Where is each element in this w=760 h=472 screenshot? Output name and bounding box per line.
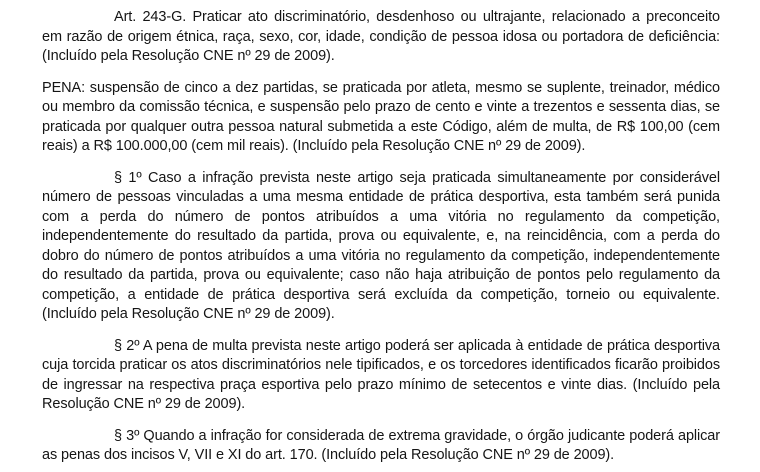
paragraph-section-3: § 3º Quando a infração for considerada de extrema gravidade, o órgão judicante poderá aplicar as penas dos incisos V, VII e XI do art. 170. (Incluído pela Resolução CNE nº 29 de 2009).	[42, 427, 720, 463]
paragraph-pena: PENA: suspensão de cinco a dez partidas, se praticada por atleta, mesmo se suplente, treinador, médico ou membro da comissão técnica, e suspensão pelo prazo de cento e vinte a trezentos e sessenta dias, se praticada por qualquer outra pessoa natural submetida a este Código, além de multa, de R$ 100,00 (cem reais) a R$ 100.000,00 (cem mil reais). (Incluído pela Resolução CNE nº 29 de 2009).	[42, 79, 720, 154]
paragraph-section-1: § 1º Caso a infração prevista neste artigo seja praticada simultaneamente por considerável número de pessoas vinculadas a uma mesma entidade de prática desportiva, esta também será punida com a perda do número de pontos atribuídos a uma vitória no regulamento da competição, independentemente do resultado da partida, prova ou equivalente, e, na reincidência, com a perda do dobro do número de pontos atribuídos a uma vitória no regulamento da competição, independentemente do resultado da partida, prova ou equivalente; caso não haja atribuição de pontos pelo regulamento da competição, a entidade de prática desportiva será excluída da competição, torneio ou equivalente. (Incluído pela Resolução CNE nº 29 de 2009).	[42, 169, 720, 322]
paragraph-section-2: § 2º A pena de multa prevista neste artigo poderá ser aplicada à entidade de prática desportiva cuja torcida praticar os atos discriminatórios nele tipificados, e os torcedores identificados ficarão proibidos de ingressar na respectiva praça esportiva pelo prazo mínimo de setecentos e vinte dias. (Incluído pela Resolução CNE nº 29 de 2009).	[42, 337, 720, 412]
paragraph-art-243-g: Art. 243-G. Praticar ato discriminatório, desdenhoso ou ultrajante, relacionado a preconceito em razão de origem étnica, raça, sexo, cor, idade, condição de pessoa idosa ou portadora de deficiência: (Incluído pela Resolução CNE nº 29 de 2009).	[42, 9, 720, 64]
